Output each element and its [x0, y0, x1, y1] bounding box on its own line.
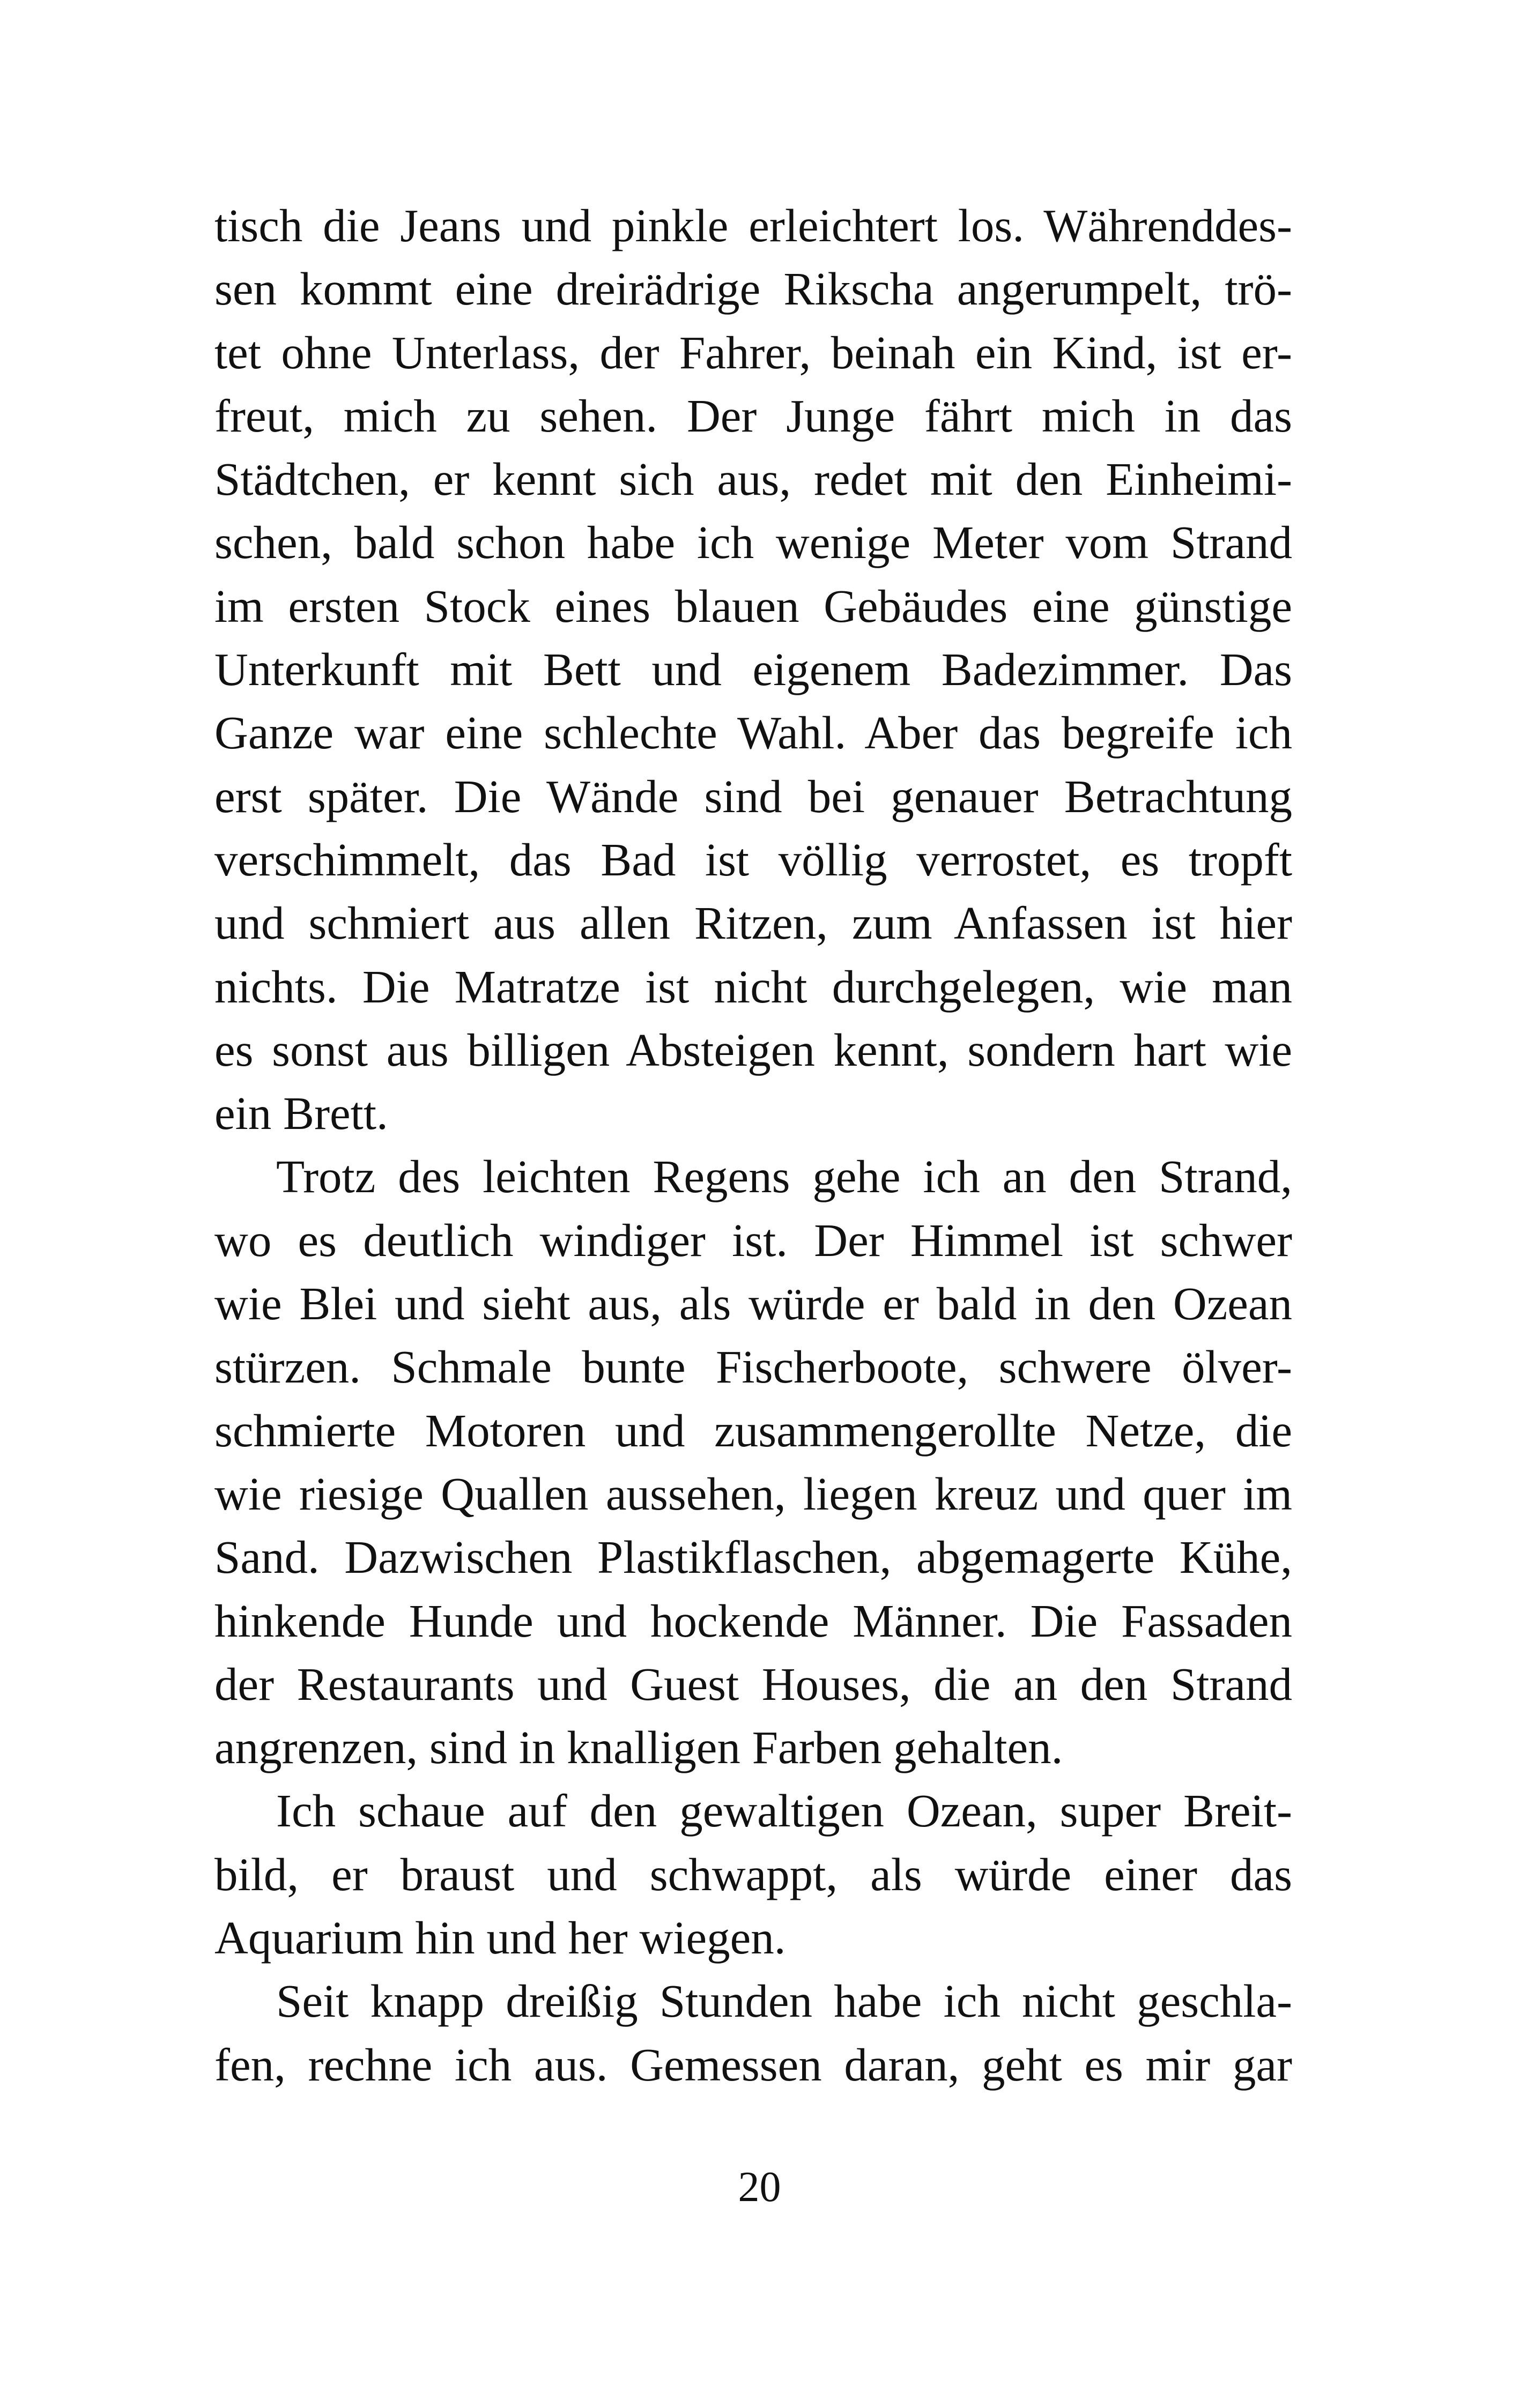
text-line: schen, bald schon habe ich wenige Meter vom Strand [214, 516, 1292, 569]
text-line: schmierte Motoren und zusammengerollte Netze, die [214, 1404, 1292, 1456]
paragraph [214, 1145, 1292, 1779]
text-line: hinkende Hunde und hockende Männer. Die Fassaden [214, 1594, 1292, 1647]
text-line: fen, rechne ich aus. Gemessen daran, geht es mir gar [214, 2038, 1292, 2091]
text-line: bild, er braust und schwappt, als würde einer das [214, 1848, 1292, 1900]
text-line: im ersten Stock eines blauen Gebäudes eine günstige [214, 579, 1292, 632]
text-line: Städtchen, er kennt sich aus, redet mit den Einheimi- [214, 453, 1292, 506]
text-line: verschimmelt, das Bad ist völlig verrostet, es tropft [214, 833, 1292, 886]
text-line: tisch die Jeans und pinkle erleichtert los. Währenddes- [214, 199, 1292, 251]
paragraph [214, 1969, 1292, 2097]
text-line: wie riesige Quallen aussehen, liegen kreuz und quer im [214, 1467, 1292, 1520]
text-line: sen kommt eine dreirädrige Rikscha angerumpelt, trö- [214, 263, 1292, 315]
page-number: 20 [738, 2164, 781, 2211]
text-line: freut, mich zu sehen. Der Junge fährt mich in das [214, 389, 1292, 442]
text-line: Ich schaue auf den gewaltigen Ozean, super Breit- [276, 1785, 1292, 1837]
text-line: ein Brett. [214, 1087, 388, 1140]
text-line: Aquarium hin und her wiegen. [214, 1912, 786, 1964]
paragraph [214, 194, 1292, 1145]
text-line: wo es deutlich windiger ist. Der Himmel ist schwer [214, 1214, 1292, 1266]
text-line: Ganze war eine schlechte Wahl. Aber das begreife ich [214, 707, 1292, 759]
text-line: stürzen. Schmale bunte Fischerboote, schwere ölver- [214, 1341, 1292, 1393]
body-text [214, 194, 1292, 2097]
paragraph [214, 1779, 1292, 1969]
text-line: der Restaurants und Guest Houses, die an den Strand [214, 1658, 1292, 1710]
text-line: Trotz des leichten Regens gehe ich an den Strand, [276, 1150, 1292, 1203]
text-line: nichts. Die Matratze ist nicht durchgelegen, wie man [214, 960, 1292, 1013]
text-line: Seit knapp dreißig Stunden habe ich nicht geschla- [276, 1975, 1292, 2027]
text-line: es sonst aus billigen Absteigen kennt, sondern hart wie [214, 1023, 1292, 1076]
text-line: und schmiert aus allen Ritzen, zum Anfassen ist hier [214, 897, 1292, 949]
text-line: Sand. Dazwischen Plastikflaschen, abgemagerte Kühe, [214, 1531, 1292, 1584]
text-line: Unterkunft mit Bett und eigenem Badezimmer. Das [214, 643, 1292, 696]
text-line: tet ohne Unterlass, der Fahrer, beinah ein Kind, ist er- [214, 326, 1292, 378]
text-line: angrenzen, sind in knalligen Farben gehalten. [214, 1721, 1063, 1774]
text-line: wie Blei und sieht aus, als würde er bald in den Ozean [214, 1277, 1292, 1330]
text-line: erst später. Die Wände sind bei genauer Betrachtung [214, 770, 1292, 822]
